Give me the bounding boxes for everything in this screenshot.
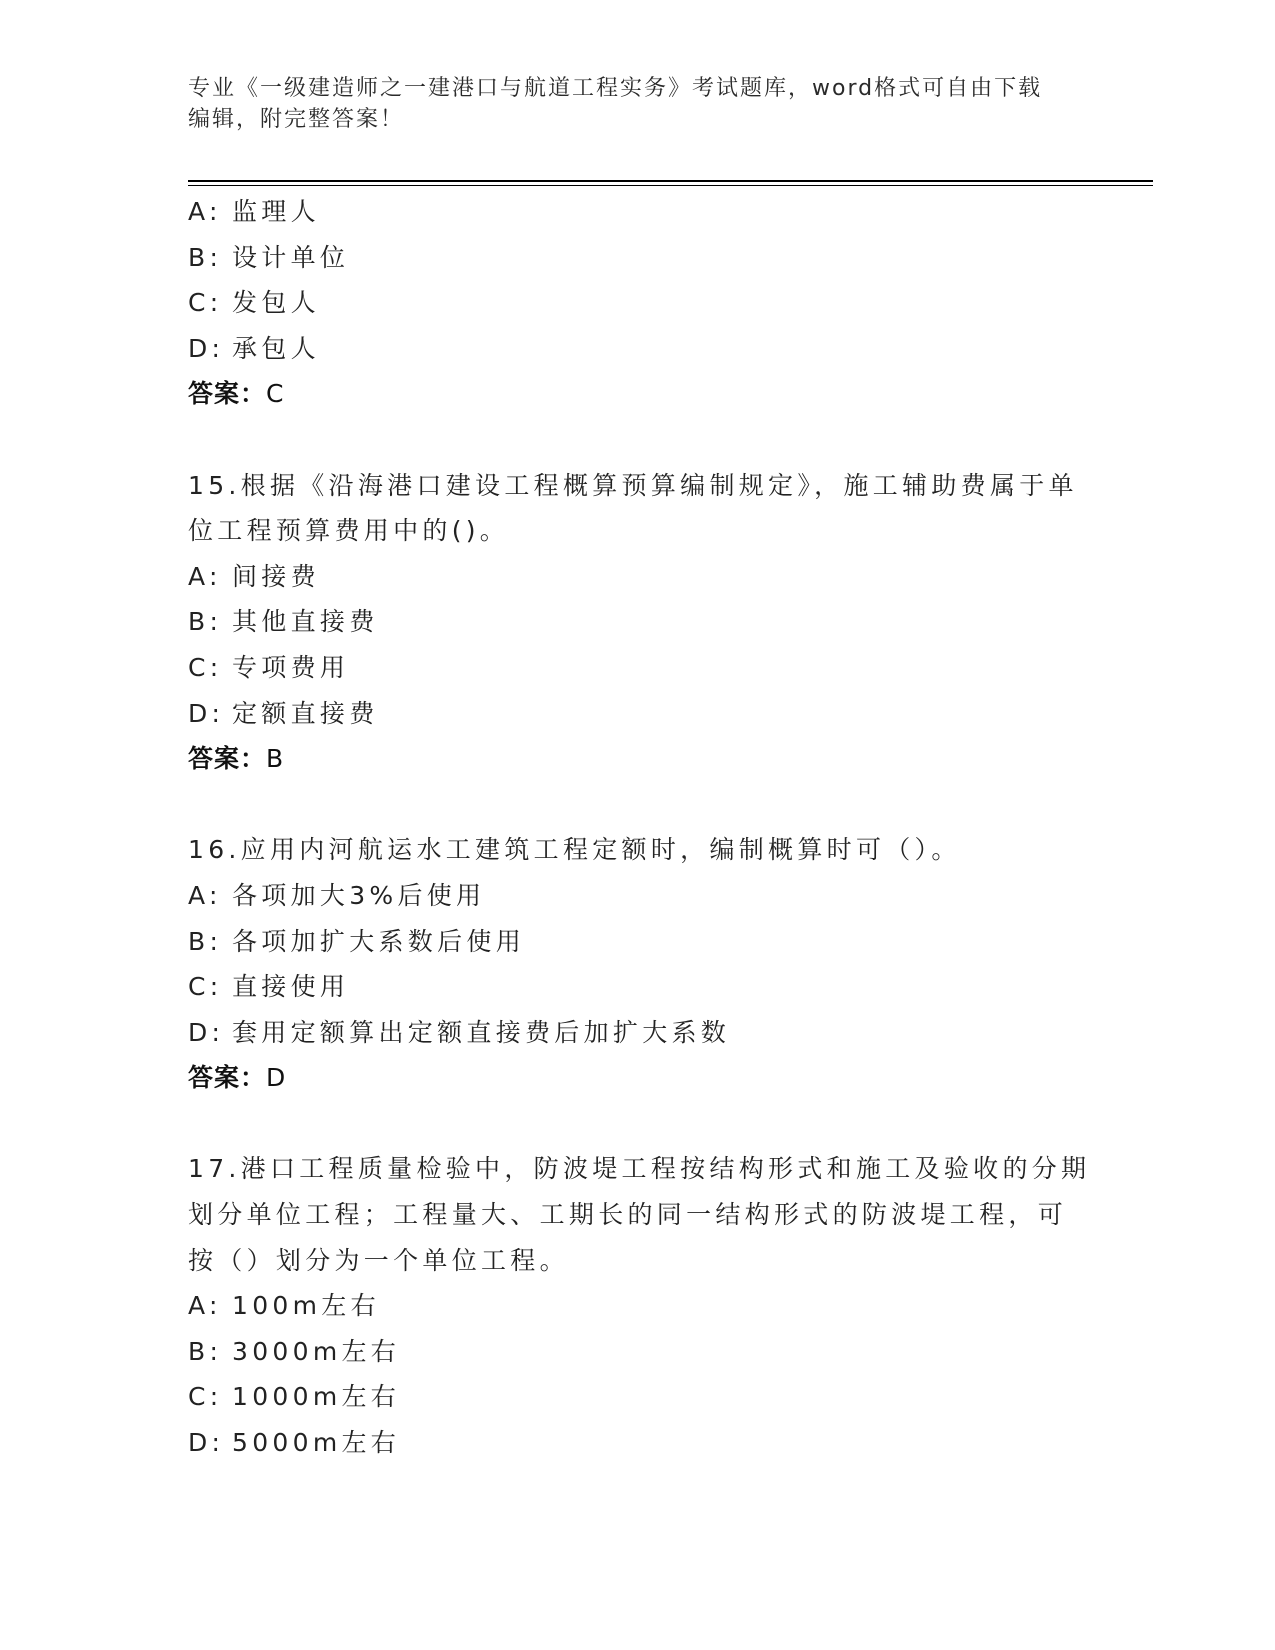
answer-line — [188, 736, 1088, 782]
question-block-15 — [188, 463, 1088, 782]
option-letter: C: — [188, 288, 223, 318]
header-line-1: 专业《一级建造师之一建港口与航道工程实务》考试题库，word格式可自由下载 — [188, 76, 1043, 101]
option-letter: D: — [188, 333, 225, 363]
option-letter: D: — [188, 1428, 225, 1458]
answer-value: B — [266, 744, 285, 774]
option-letter: B: — [188, 1336, 223, 1366]
option-letter: B: — [188, 607, 223, 637]
question-stem-line: 按（）划分为一个单位工程。 — [188, 1245, 569, 1275]
option-letter: D: — [188, 1017, 225, 1047]
option-b — [188, 599, 1088, 645]
option-text: 套用定额算出定额直接费后加扩大系数 — [232, 1017, 731, 1047]
option-c — [188, 964, 1088, 1010]
option-a — [188, 189, 1088, 235]
option-text: 各项加大3%后使用 — [232, 880, 486, 910]
option-letter: C: — [188, 652, 223, 682]
question-block-17 — [188, 1146, 1091, 1465]
answer-label: 答案： — [188, 379, 267, 409]
question-block-16 — [188, 827, 1088, 1101]
option-text: 1000m左右 — [232, 1382, 401, 1412]
answer-label: 答案： — [188, 1063, 267, 1093]
option-letter: C: — [188, 972, 223, 1002]
option-letter: A: — [188, 561, 222, 591]
option-d — [188, 691, 1088, 737]
header-divider-thick — [188, 180, 1153, 182]
option-a — [188, 554, 1088, 600]
header-divider-thin — [188, 185, 1153, 186]
option-letter: A: — [188, 197, 222, 226]
option-a — [188, 873, 1088, 919]
option-text: 定额直接费 — [232, 698, 379, 728]
question-stem-line: 17.港口工程质量检验中，防波堤工程按结构形式和施工及验收的分期 — [188, 1154, 1091, 1184]
option-c — [188, 280, 1088, 326]
option-b — [188, 1329, 1088, 1375]
question-gap — [188, 417, 1088, 463]
option-text: 监理人 — [232, 197, 320, 226]
answer-label: 答案： — [188, 744, 267, 774]
option-d — [188, 326, 1088, 372]
option-c — [188, 645, 1088, 691]
question-stem-line: 划分单位工程；工程量大、工期长的同一结构形式的防波堤工程，可 — [188, 1200, 1068, 1230]
option-letter: C: — [188, 1382, 223, 1412]
option-text: 发包人 — [232, 288, 320, 318]
question-stem-line: 15.根据《沿海港口建设工程概算预算编制规定》，施工辅助费属于单 — [188, 470, 1078, 500]
option-a — [188, 1283, 1088, 1329]
question-gap — [188, 782, 1088, 828]
question-stem-line: 位工程预算费用中的()。 — [188, 516, 510, 546]
option-text: 设计单位 — [232, 242, 350, 272]
option-text: 3000m左右 — [232, 1336, 401, 1366]
option-text: 承包人 — [232, 333, 320, 363]
option-d — [188, 1010, 1088, 1056]
option-text: 5000m左右 — [232, 1428, 401, 1458]
answer-value: C — [266, 379, 285, 409]
option-text: 各项加扩大系数后使用 — [232, 926, 526, 956]
question-stem-line: 16.应用内河航运水工建筑工程定额时，编制概算时可（）。 — [188, 835, 961, 865]
option-b — [188, 235, 1088, 281]
option-text: 间接费 — [232, 561, 320, 591]
question-list — [188, 189, 1091, 1466]
document-header — [188, 73, 1068, 135]
question-block-14 — [188, 189, 1088, 417]
header-line-2: 编辑，附完整答案！ — [188, 107, 405, 132]
option-d — [188, 1420, 1088, 1466]
option-b — [188, 919, 1088, 965]
option-text: 100m左右 — [232, 1291, 380, 1321]
option-text: 专项费用 — [232, 652, 350, 682]
answer-line — [188, 371, 1088, 417]
question-gap — [188, 1101, 1088, 1147]
option-letter: A: — [188, 1291, 222, 1321]
option-letter: B: — [188, 926, 223, 956]
option-letter: D: — [188, 698, 225, 728]
option-c — [188, 1374, 1088, 1420]
option-text: 其他直接费 — [232, 607, 379, 637]
option-text: 直接使用 — [232, 972, 350, 1002]
answer-line — [188, 1055, 1088, 1101]
answer-value: D — [266, 1063, 287, 1093]
option-letter: A: — [188, 880, 222, 910]
option-letter: B: — [188, 242, 223, 272]
